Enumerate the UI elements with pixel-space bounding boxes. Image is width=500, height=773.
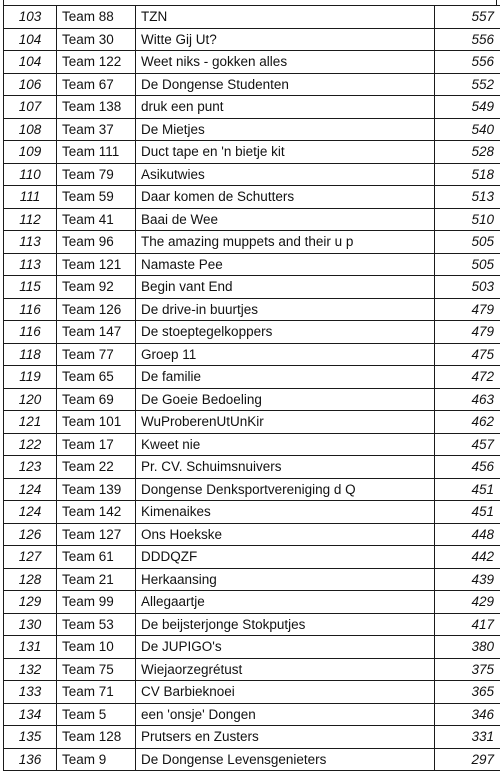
rank-cell: 132: [4, 658, 57, 681]
score-cell: 331: [435, 726, 500, 749]
team-cell: Team 69: [57, 388, 136, 411]
score-cell: 505: [435, 253, 500, 276]
table-row: [4, 523, 500, 546]
team-name-cell: The amazing muppets and their u p: [136, 231, 435, 254]
score-cell: 365: [435, 681, 500, 704]
score-cell: 528: [435, 141, 500, 164]
score-cell: 442: [435, 546, 500, 569]
team-cell: Team 121: [57, 253, 136, 276]
team-name-cell: Kweet nie: [136, 433, 435, 456]
team-name-cell: De JUPIGO's: [136, 636, 435, 659]
team-cell: Team 147: [57, 321, 136, 344]
score-cell: 457: [435, 433, 500, 456]
table-row: [4, 186, 500, 209]
team-cell: Team 21: [57, 568, 136, 591]
team-name-cell: Kimenaikes: [136, 501, 435, 524]
score-cell: 518: [435, 163, 500, 186]
team-cell: Team 67: [57, 73, 136, 96]
team-name-cell: Duct tape en 'n bietje kit: [136, 141, 435, 164]
team-cell: Team 77: [57, 343, 136, 366]
team-name-cell: Begin vant End: [136, 276, 435, 299]
table-row: [4, 118, 500, 141]
team-name-cell: Asikutwies: [136, 163, 435, 186]
score-cell: 346: [435, 703, 500, 726]
team-name-cell: De Dongense Levensgenieters: [136, 748, 435, 771]
score-cell: 505: [435, 231, 500, 254]
score-cell: 556: [435, 28, 500, 51]
table-row: [4, 658, 500, 681]
team-cell: Team 96: [57, 231, 136, 254]
rank-cell: 103: [4, 6, 57, 29]
rank-cell: 127: [4, 546, 57, 569]
score-cell: 479: [435, 298, 500, 321]
score-cell: 549: [435, 96, 500, 119]
team-name-cell: De Mietjes: [136, 118, 435, 141]
rank-cell: 129: [4, 591, 57, 614]
rank-cell: 111: [4, 186, 57, 209]
team-cell: Team 10: [57, 636, 136, 659]
table-row: [4, 51, 500, 74]
rank-cell: 116: [4, 321, 57, 344]
team-cell: Team 75: [57, 658, 136, 681]
score-cell: 463: [435, 388, 500, 411]
table-row: [4, 231, 500, 254]
rank-cell: 112: [4, 208, 57, 231]
rank-cell: 113: [4, 231, 57, 254]
table-row: [4, 388, 500, 411]
team-cell: Team 127: [57, 523, 136, 546]
team-cell: Team 122: [57, 51, 136, 74]
team-name-cell: De Dongense Studenten: [136, 73, 435, 96]
team-cell: Team 101: [57, 411, 136, 434]
score-cell: 375: [435, 658, 500, 681]
team-name-cell: Ons Hoekske: [136, 523, 435, 546]
table-row: [4, 96, 500, 119]
team-cell: Team 37: [57, 118, 136, 141]
score-cell: 510: [435, 208, 500, 231]
results-body: [4, 6, 500, 771]
team-name-cell: Witte Gij Ut?: [136, 28, 435, 51]
table-row: [4, 433, 500, 456]
table-row: [4, 726, 500, 749]
table-row: [4, 703, 500, 726]
rank-cell: 120: [4, 388, 57, 411]
team-name-cell: Allegaartje: [136, 591, 435, 614]
score-cell: 297: [435, 748, 500, 771]
rank-cell: 119: [4, 366, 57, 389]
team-cell: Team 88: [57, 6, 136, 29]
rank-cell: 134: [4, 703, 57, 726]
team-name-cell: De drive-in buurtjes: [136, 298, 435, 321]
score-cell: 556: [435, 51, 500, 74]
table-row: [4, 456, 500, 479]
team-cell: Team 71: [57, 681, 136, 704]
table-row: [4, 501, 500, 524]
rank-cell: 124: [4, 478, 57, 501]
rank-cell: 133: [4, 681, 57, 704]
team-cell: Team 138: [57, 96, 136, 119]
table-row: [4, 276, 500, 299]
rank-cell: 104: [4, 28, 57, 51]
team-name-cell: De familie: [136, 366, 435, 389]
team-name-cell: Dongense Denksportvereniging d Q: [136, 478, 435, 501]
score-cell: 540: [435, 118, 500, 141]
rank-cell: 124: [4, 501, 57, 524]
rank-cell: 136: [4, 748, 57, 771]
team-name-cell: De Goeie Bedoeling: [136, 388, 435, 411]
rank-cell: 113: [4, 253, 57, 276]
rank-cell: 128: [4, 568, 57, 591]
rank-cell: 122: [4, 433, 57, 456]
rank-cell: 106: [4, 73, 57, 96]
table-row: [4, 298, 500, 321]
table-row: [4, 478, 500, 501]
team-name-cell: De stoeptegelkoppers: [136, 321, 435, 344]
score-cell: 472: [435, 366, 500, 389]
table-row: [4, 163, 500, 186]
team-name-cell: DDDQZF: [136, 546, 435, 569]
table-row: [4, 546, 500, 569]
table-row: [4, 6, 500, 29]
table-row: [4, 343, 500, 366]
team-cell: Team 5: [57, 703, 136, 726]
team-name-cell: WuProberenUtUnKir: [136, 411, 435, 434]
team-name-cell: TZN: [136, 6, 435, 29]
table-row: [4, 636, 500, 659]
rank-cell: 123: [4, 456, 57, 479]
team-name-cell: een 'onsje' Dongen: [136, 703, 435, 726]
team-name-cell: CV Barbieknoei: [136, 681, 435, 704]
rank-cell: 104: [4, 51, 57, 74]
rank-cell: 116: [4, 298, 57, 321]
rank-cell: 121: [4, 411, 57, 434]
rank-cell: 107: [4, 96, 57, 119]
score-cell: 456: [435, 456, 500, 479]
team-name-cell: De beijsterjonge Stokputjes: [136, 613, 435, 636]
team-name-cell: Baai de Wee: [136, 208, 435, 231]
score-cell: 462: [435, 411, 500, 434]
team-cell: Team 92: [57, 276, 136, 299]
team-cell: Team 59: [57, 186, 136, 209]
score-cell: 479: [435, 321, 500, 344]
score-cell: 451: [435, 501, 500, 524]
table-row: [4, 568, 500, 591]
score-cell: 557: [435, 6, 500, 29]
team-cell: Team 61: [57, 546, 136, 569]
table-row: [4, 681, 500, 704]
table-row: [4, 73, 500, 96]
rank-cell: 130: [4, 613, 57, 636]
table-row: [4, 208, 500, 231]
team-cell: Team 41: [57, 208, 136, 231]
team-name-cell: druk een punt: [136, 96, 435, 119]
score-cell: 451: [435, 478, 500, 501]
team-cell: Team 30: [57, 28, 136, 51]
team-name-cell: Groep 11: [136, 343, 435, 366]
score-cell: 417: [435, 613, 500, 636]
score-cell: 429: [435, 591, 500, 614]
score-cell: 475: [435, 343, 500, 366]
table-row: [4, 366, 500, 389]
team-cell: Team 17: [57, 433, 136, 456]
team-name-cell: Prutsers en Zusters: [136, 726, 435, 749]
team-name-cell: Namaste Pee: [136, 253, 435, 276]
table-row: [4, 748, 500, 771]
score-cell: 380: [435, 636, 500, 659]
team-cell: Team 111: [57, 141, 136, 164]
team-cell: Team 53: [57, 613, 136, 636]
rank-cell: 126: [4, 523, 57, 546]
team-name-cell: Wiejaorzegrétust: [136, 658, 435, 681]
team-name-cell: Daar komen de Schutters: [136, 186, 435, 209]
rank-cell: 109: [4, 141, 57, 164]
team-name-cell: Pr. CV. Schuimsnuivers: [136, 456, 435, 479]
table-row: [4, 591, 500, 614]
table-row: [4, 321, 500, 344]
team-cell: Team 9: [57, 748, 136, 771]
table-row: [4, 28, 500, 51]
team-cell: Team 99: [57, 591, 136, 614]
table-row: [4, 253, 500, 276]
team-cell: Team 139: [57, 478, 136, 501]
team-cell: Team 128: [57, 726, 136, 749]
score-cell: 448: [435, 523, 500, 546]
score-cell: 503: [435, 276, 500, 299]
team-cell: Team 65: [57, 366, 136, 389]
team-name-cell: Weet niks - gokken alles: [136, 51, 435, 74]
results-table: [3, 5, 500, 771]
team-cell: Team 79: [57, 163, 136, 186]
team-cell: Team 126: [57, 298, 136, 321]
rank-cell: 131: [4, 636, 57, 659]
score-cell: 439: [435, 568, 500, 591]
table-row: [4, 141, 500, 164]
rank-cell: 135: [4, 726, 57, 749]
table-row: [4, 613, 500, 636]
team-name-cell: Herkaansing: [136, 568, 435, 591]
score-cell: 552: [435, 73, 500, 96]
team-cell: Team 142: [57, 501, 136, 524]
table-row: [4, 411, 500, 434]
rank-cell: 118: [4, 343, 57, 366]
team-cell: Team 22: [57, 456, 136, 479]
rank-cell: 110: [4, 163, 57, 186]
rank-cell: 115: [4, 276, 57, 299]
rank-cell: 108: [4, 118, 57, 141]
score-cell: 513: [435, 186, 500, 209]
